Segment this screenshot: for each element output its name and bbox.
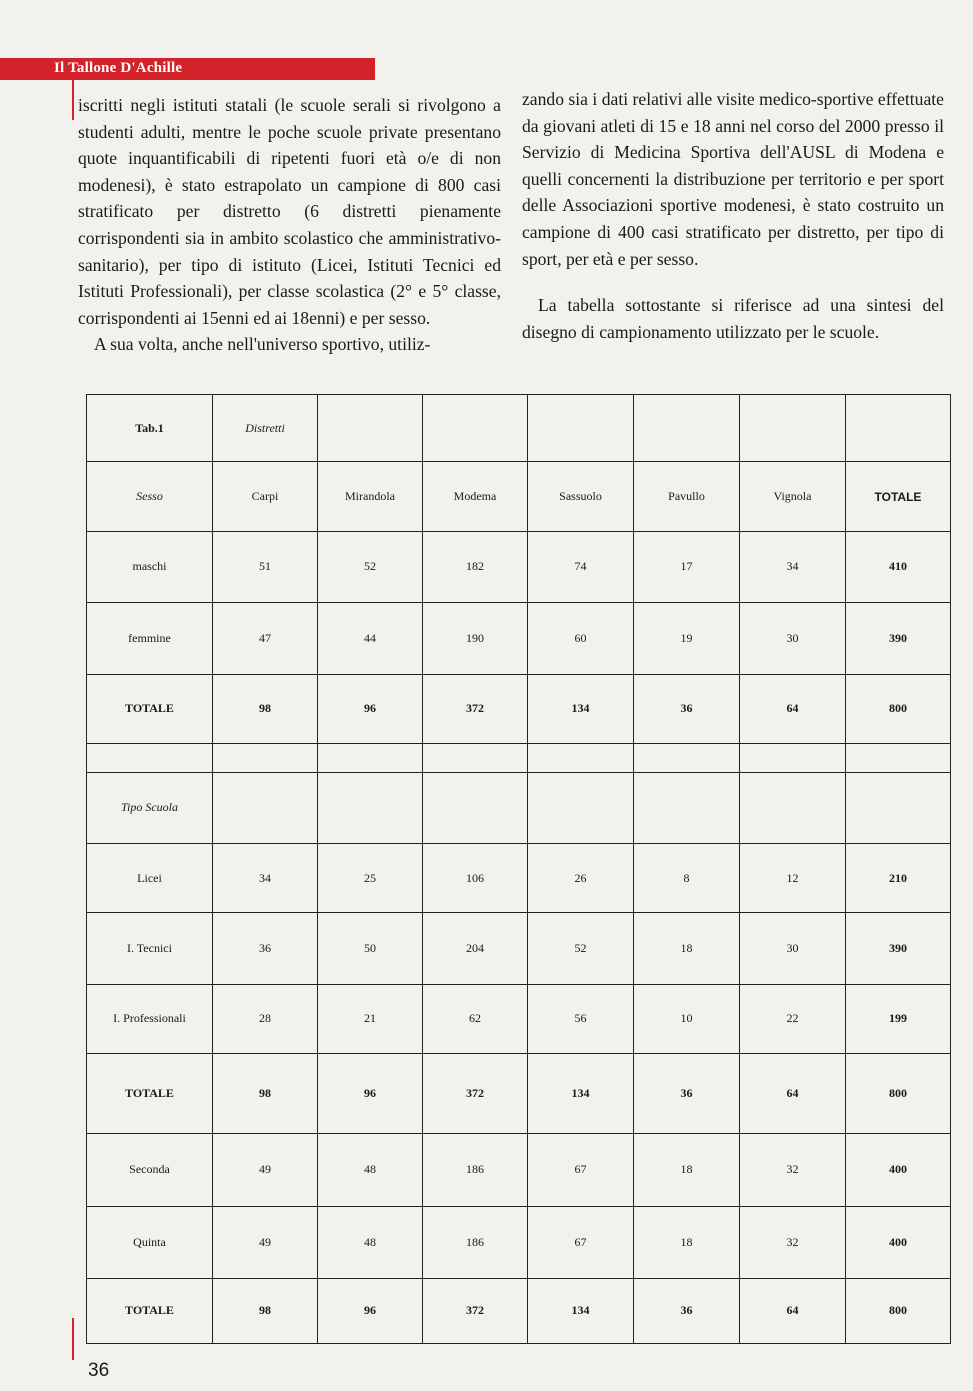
table-cell: 134 (528, 674, 634, 743)
table-cell: 372 (423, 674, 528, 743)
table-cell: 372 (423, 1278, 528, 1343)
table-cell: 32 (740, 1207, 846, 1278)
table-cell: 18 (634, 913, 740, 984)
table-row (87, 1278, 951, 1343)
table-cell: 400 (846, 1207, 951, 1278)
table-cell: 51 (213, 531, 318, 602)
table-cell: 25 (318, 843, 423, 912)
table-row (87, 984, 951, 1053)
table-row (87, 843, 951, 912)
table-cell: 204 (423, 913, 528, 984)
paragraph: iscritti negli istituti statali (le scuole serali si rivolgono a studenti adulti, mentre le poche scuole private presentano quote inquantificabili di ripetenti fuori età o/e di non modenesi), è stato estrapolato un campione di 800 casi stratificato per distretto (6 distretti pienamente corrispondenti sia in ambito scolastico che amministrativo-sanitario), per tipo di istituto (Licei, Istituti Tecnici ed Istituti Professionali), per classe scolastica (2° e 5° classe, corrispondenti ai 15enni ed ai 18enni) e per sesso. (78, 95, 501, 328)
table-cell: 52 (318, 531, 423, 602)
row-label: Seconda (87, 1133, 213, 1206)
table-cell: 50 (318, 913, 423, 984)
row-label: I. Professionali (87, 984, 213, 1053)
table-cell: 22 (740, 984, 846, 1053)
table-cell: 64 (740, 1278, 846, 1343)
column-header: Modema (423, 462, 528, 531)
table-cell: 30 (740, 603, 846, 674)
table-cell: 800 (846, 1054, 951, 1134)
table-cell: 34 (740, 531, 846, 602)
column-header: Pavullo (634, 462, 740, 531)
column-header: Vignola (740, 462, 846, 531)
table-cell: 96 (318, 1054, 423, 1134)
table-row (87, 674, 951, 743)
table-cell: 12 (740, 843, 846, 912)
left-text-column (78, 92, 501, 358)
sampling-table (86, 394, 951, 1344)
section-title: Il Tallone D'Achille (54, 60, 183, 76)
table-cell: 96 (318, 674, 423, 743)
table-cell: 28 (213, 984, 318, 1053)
table-cell: 49 (213, 1133, 318, 1206)
row-label: I. Tecnici (87, 913, 213, 984)
table-cell: 18 (634, 1133, 740, 1206)
crop-mark (72, 80, 74, 120)
table-cell: 800 (846, 674, 951, 743)
table-header-row (87, 462, 951, 531)
table-cell: 134 (528, 1054, 634, 1134)
table-row (87, 395, 951, 462)
table-cell: 134 (528, 1278, 634, 1343)
right-text-column (522, 86, 944, 345)
table-cell: 30 (740, 913, 846, 984)
table-cell: 67 (528, 1207, 634, 1278)
table-cell: 49 (213, 1207, 318, 1278)
table-row (87, 1207, 951, 1278)
table-cell: 36 (634, 674, 740, 743)
column-header: Carpi (213, 462, 318, 531)
table-cell: 60 (528, 603, 634, 674)
table-row (87, 1054, 951, 1134)
table-cell: 36 (213, 913, 318, 984)
paragraph: La tabella sottostante si riferisce ad una sintesi del disegno di campionamento utilizzato per le scuole. (522, 295, 944, 342)
table-cell: 62 (423, 984, 528, 1053)
table-cell: 18 (634, 1207, 740, 1278)
table-cell: 96 (318, 1278, 423, 1343)
table-cell: 19 (634, 603, 740, 674)
table-cell: 34 (213, 843, 318, 912)
table-cell: 390 (846, 603, 951, 674)
row-label: TOTALE (87, 1054, 213, 1134)
table-cell: 400 (846, 1133, 951, 1206)
column-header: TOTALE (846, 462, 951, 531)
table-cell: 199 (846, 984, 951, 1053)
table-cell: 800 (846, 1278, 951, 1343)
table-cell: 98 (213, 674, 318, 743)
table-cell: 372 (423, 1054, 528, 1134)
column-header: Sassuolo (528, 462, 634, 531)
table-cell: 8 (634, 843, 740, 912)
tipo-scuola-header: Tipo Scuola (87, 772, 213, 843)
table-row (87, 603, 951, 674)
table-row (87, 531, 951, 602)
row-label: TOTALE (87, 1278, 213, 1343)
table-row (87, 743, 951, 772)
table-cell: 64 (740, 1054, 846, 1134)
table-cell: 10 (634, 984, 740, 1053)
table-cell: 17 (634, 531, 740, 602)
table-cell: 410 (846, 531, 951, 602)
table-cell: 44 (318, 603, 423, 674)
crop-mark (72, 1318, 74, 1360)
table-cell: 186 (423, 1207, 528, 1278)
table-cell: 98 (213, 1054, 318, 1134)
row-label: femmine (87, 603, 213, 674)
table-cell: 36 (634, 1278, 740, 1343)
table-cell: 48 (318, 1133, 423, 1206)
table-row (87, 913, 951, 984)
row-label: TOTALE (87, 674, 213, 743)
table-cell: 190 (423, 603, 528, 674)
table-cell: 182 (423, 531, 528, 602)
table-row (87, 772, 951, 843)
table-caption: Tab.1 (87, 395, 213, 462)
table-cell: 98 (213, 1278, 318, 1343)
table-cell: 48 (318, 1207, 423, 1278)
column-header: Mirandola (318, 462, 423, 531)
table-cell: 186 (423, 1133, 528, 1206)
table-cell: 36 (634, 1054, 740, 1134)
row-label: Quinta (87, 1207, 213, 1278)
table-cell: 64 (740, 674, 846, 743)
table-cell: 390 (846, 913, 951, 984)
table-cell: 32 (740, 1133, 846, 1206)
table-cell: 74 (528, 531, 634, 602)
table-cell: 210 (846, 843, 951, 912)
table-cell: 21 (318, 984, 423, 1053)
sesso-header: Sesso (87, 462, 213, 531)
table-cell: 106 (423, 843, 528, 912)
distretti-header: Distretti (213, 395, 318, 462)
table-cell: 52 (528, 913, 634, 984)
paragraph: A sua volta, anche nell'universo sportivo, utiliz- (94, 334, 431, 355)
table-cell: 26 (528, 843, 634, 912)
row-label: Licei (87, 843, 213, 912)
table-cell: 47 (213, 603, 318, 674)
paragraph: zando sia i dati relativi alle visite medico-sportive effettuate da giovani atleti di 15 e 18 anni nel corso del 2000 presso il Servizio di Medicina Sportiva dell'AUSL di Modena e quelli concernenti la distribuzione per territorio e per sport delle Associazioni sportive modenesi, è stato costruito un campione di 400 casi stratificato per distretto, per tipo di sport, per età e per sesso. (522, 89, 944, 269)
table-row (87, 1133, 951, 1206)
row-label: maschi (87, 531, 213, 602)
page-number: 36 (88, 1360, 110, 1381)
section-header-bar (0, 58, 375, 80)
table-cell: 67 (528, 1133, 634, 1206)
table-cell: 56 (528, 984, 634, 1053)
